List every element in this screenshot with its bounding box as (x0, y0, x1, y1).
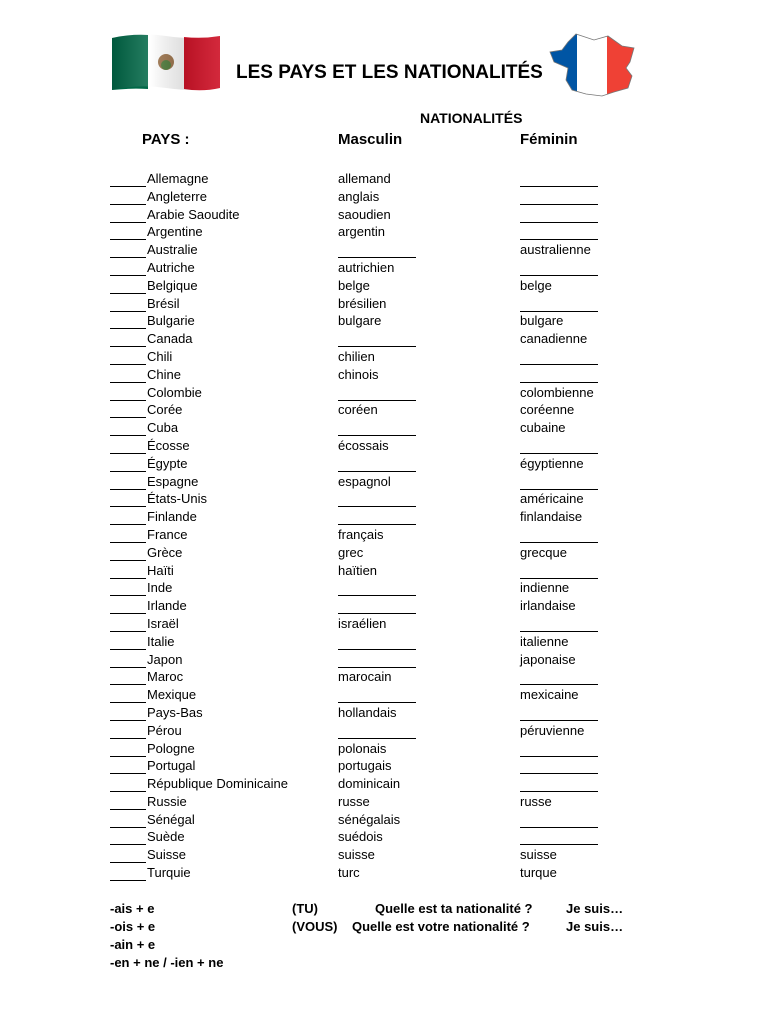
country-name: Mexique (147, 687, 197, 703)
country-name: Argentine (147, 224, 203, 240)
table-row (0, 490, 768, 508)
masculin-cell: espagnol (338, 473, 391, 489)
country-name: Japon (147, 651, 183, 667)
feminin-cell: australienne (520, 242, 591, 258)
country-cell (110, 188, 207, 205)
answer-line[interactable] (338, 494, 416, 507)
masculin-blank[interactable] (338, 384, 416, 401)
article-blank[interactable] (110, 832, 146, 845)
country-cell (110, 295, 180, 312)
tu-pronoun: (TU) (292, 901, 318, 916)
footer-row (0, 900, 768, 918)
country-name: Arabie Saoudite (147, 206, 240, 222)
article-blank[interactable] (110, 245, 146, 258)
masculin-blank[interactable] (338, 508, 416, 525)
article-blank[interactable] (110, 530, 146, 543)
masculin-blank[interactable] (338, 241, 416, 258)
article-blank[interactable] (110, 566, 146, 579)
table-row (0, 508, 768, 526)
country-name: Allemagne (147, 171, 209, 186)
country-name: Inde (147, 580, 173, 596)
feminin-cell: finlandaise (520, 509, 583, 525)
country-cell (110, 864, 191, 881)
answer-line[interactable] (520, 779, 598, 792)
table-row (0, 579, 768, 597)
tu-answer: Je suis… (566, 901, 624, 916)
masculin-cell: bulgare (338, 313, 382, 329)
masculin-blank[interactable] (338, 330, 416, 347)
masculin-cell: brésilien (338, 295, 387, 311)
answer-line[interactable] (338, 690, 416, 703)
country-cell (110, 366, 181, 383)
table-row (0, 811, 768, 829)
table-row (0, 526, 768, 544)
answer-line[interactable] (338, 583, 416, 596)
answer-line[interactable] (520, 299, 598, 312)
feminin-blank[interactable] (520, 473, 598, 490)
country-name: Corée (147, 402, 183, 418)
article-blank[interactable] (110, 192, 146, 205)
country-cell (110, 277, 198, 294)
country-cell (110, 206, 240, 223)
table-row (0, 722, 768, 740)
vous-question: Quelle est votre nationalité ? (352, 919, 530, 934)
article-blank[interactable] (110, 459, 146, 472)
table-row (0, 757, 768, 775)
article-blank[interactable] (110, 227, 146, 240)
footer-row (0, 954, 768, 972)
country-name: Écosse (147, 437, 190, 453)
country-name: Canada (147, 331, 193, 347)
feminin-blank[interactable] (520, 259, 598, 276)
article-blank[interactable] (110, 370, 146, 383)
table-row (0, 562, 768, 580)
suffix-rule: -en + ne / -ien + ne (110, 955, 224, 970)
country-cell (110, 384, 202, 401)
table-row (0, 437, 768, 455)
feminin-blank[interactable] (520, 668, 598, 685)
feminin-blank[interactable] (520, 206, 598, 223)
country-cell (110, 544, 182, 561)
feminin-blank[interactable] (520, 366, 598, 383)
masculin-cell: autrichien (338, 259, 395, 275)
country-cell (110, 401, 182, 418)
country-name: Italie (147, 633, 175, 649)
table-row (0, 615, 768, 633)
article-blank[interactable] (110, 726, 146, 739)
table-row (0, 597, 768, 615)
mexico-flag-icon (110, 32, 222, 92)
article-blank[interactable] (110, 512, 146, 525)
masculin-blank[interactable] (338, 490, 416, 507)
feminin-blank[interactable] (520, 811, 598, 828)
table-row (0, 277, 768, 295)
masculin-blank[interactable] (338, 597, 416, 614)
masculin-cell: polonais (338, 740, 387, 756)
article-blank[interactable] (110, 583, 146, 596)
masculin-header: Masculin (338, 131, 403, 148)
country-name: Égypte (147, 455, 188, 471)
country-name: Sénégal (147, 811, 195, 827)
masculin-cell: chinois (338, 366, 379, 382)
country-name: Brésil (147, 295, 180, 311)
answer-line[interactable] (338, 245, 416, 258)
table-row (0, 455, 768, 473)
masculin-cell: chilien (338, 348, 375, 364)
answer-line[interactable] (338, 655, 416, 668)
article-blank[interactable] (110, 388, 146, 401)
article-blank[interactable] (110, 779, 146, 792)
article-blank[interactable] (110, 761, 146, 774)
masculin-blank[interactable] (338, 455, 416, 472)
article-blank[interactable] (110, 477, 146, 490)
country-cell (110, 811, 195, 828)
country-cell (110, 775, 288, 792)
table-row (0, 740, 768, 758)
article-blank[interactable] (110, 405, 146, 418)
france-map-flag-icon (546, 32, 638, 98)
article-blank[interactable] (110, 423, 146, 436)
country-name: Pays-Bas (147, 704, 203, 720)
table-row (0, 223, 768, 241)
country-cell (110, 704, 203, 721)
article-blank[interactable] (110, 352, 146, 365)
feminin-cell: japonaise (520, 651, 576, 667)
country-name: Espagne (147, 473, 199, 489)
answer-line[interactable] (338, 637, 416, 650)
country-name: Suède (147, 829, 185, 845)
country-cell (110, 330, 193, 347)
answer-line[interactable] (338, 459, 416, 472)
masculin-blank[interactable] (338, 651, 416, 668)
suffix-rule: -ain + e (110, 937, 156, 952)
article-blank[interactable] (110, 210, 146, 223)
article-blank[interactable] (110, 815, 146, 828)
masculin-blank[interactable] (338, 686, 416, 703)
feminin-cell: égyptienne (520, 455, 584, 471)
country-cell (110, 259, 195, 276)
country-cell (110, 597, 187, 614)
page-title: LES PAYS ET LES NATIONALITÉS (236, 62, 543, 83)
article-blank[interactable] (110, 316, 146, 329)
table-row (0, 366, 768, 384)
feminin-blank[interactable] (520, 295, 598, 312)
article-blank[interactable] (110, 850, 146, 863)
country-cell (110, 846, 186, 863)
country-cell (110, 508, 197, 525)
table-row (0, 188, 768, 206)
feminin-cell: canadienne (520, 331, 588, 347)
masculin-cell: hollandais (338, 704, 397, 720)
feminin-cell: suisse (520, 847, 557, 863)
masculin-cell: marocain (338, 669, 392, 685)
country-name: République Dominicaine (147, 776, 288, 792)
article-blank[interactable] (110, 797, 146, 810)
answer-line[interactable] (520, 619, 598, 632)
table-row (0, 775, 768, 793)
answer-line[interactable] (520, 441, 598, 454)
answer-line[interactable] (520, 227, 598, 240)
feminin-cell: belge (520, 277, 552, 293)
country-name: France (147, 526, 188, 542)
suffix-rule: -ais + e (110, 901, 155, 916)
feminin-blank[interactable] (520, 775, 598, 792)
feminin-blank[interactable] (520, 828, 598, 845)
country-cell (110, 793, 187, 810)
country-name: Turquie (147, 865, 191, 881)
table-row (0, 828, 768, 846)
country-cell (110, 686, 196, 703)
country-cell (110, 615, 179, 632)
answer-line[interactable] (520, 566, 598, 579)
feminin-blank[interactable] (520, 223, 598, 240)
feminin-cell: grecque (520, 544, 567, 560)
masculin-cell: argentin (338, 224, 385, 240)
answer-line[interactable] (338, 512, 416, 525)
country-cell (110, 312, 195, 329)
country-cell (110, 223, 203, 240)
country-cell (110, 473, 198, 490)
masculin-cell: écossais (338, 437, 389, 453)
answer-line[interactable] (338, 423, 416, 436)
country-name: Pologne (147, 740, 195, 756)
masculin-cell: anglais (338, 188, 380, 204)
table-row (0, 793, 768, 811)
country-name: Colombie (147, 384, 202, 400)
table-row (0, 170, 768, 188)
article-blank[interactable] (110, 637, 146, 650)
article-blank[interactable] (110, 174, 146, 187)
country-name: Pérou (147, 722, 182, 738)
article-blank[interactable] (110, 619, 146, 632)
country-name: Grèce (147, 544, 183, 560)
table-row (0, 668, 768, 686)
pays-header: PAYS : (142, 131, 190, 148)
footer-row (0, 918, 768, 936)
country-cell (110, 579, 172, 596)
table-row (0, 544, 768, 562)
table-row (0, 384, 768, 402)
answer-line[interactable] (520, 672, 598, 685)
answer-line[interactable] (520, 192, 598, 205)
country-cell (110, 562, 174, 579)
table-row (0, 846, 768, 864)
article-blank[interactable] (110, 548, 146, 561)
masculin-blank[interactable] (338, 419, 416, 436)
country-cell (110, 828, 185, 845)
suffix-rule: -ois + e (110, 919, 156, 934)
feminin-cell: indienne (520, 580, 570, 596)
country-name: Suisse (147, 847, 187, 863)
answer-line[interactable] (520, 352, 598, 365)
country-cell (110, 437, 190, 454)
vous-pronoun: (VOUS) (292, 919, 338, 934)
country-cell (110, 722, 182, 739)
article-blank[interactable] (110, 690, 146, 703)
answer-line[interactable] (520, 832, 598, 845)
tu-question: Quelle est ta nationalité ? (375, 901, 533, 916)
answer-line[interactable] (338, 726, 416, 739)
feminin-blank[interactable] (520, 562, 598, 579)
country-cell (110, 170, 208, 187)
masculin-cell: suisse (338, 847, 375, 863)
feminin-cell: coréenne (520, 402, 575, 418)
table-row (0, 686, 768, 704)
nationalites-header: NATIONALITÉS (420, 110, 523, 126)
table-row (0, 259, 768, 277)
masculin-blank[interactable] (338, 633, 416, 650)
country-name: Haïti (147, 562, 174, 578)
feminin-blank[interactable] (520, 740, 598, 757)
article-blank[interactable] (110, 655, 146, 668)
country-cell (110, 740, 195, 757)
country-cell (110, 526, 187, 543)
feminin-blank[interactable] (520, 757, 598, 774)
vous-answer: Je suis… (566, 919, 624, 934)
feminin-blank[interactable] (520, 526, 598, 543)
table-row (0, 348, 768, 366)
country-name: Autriche (147, 259, 195, 275)
answer-line[interactable] (338, 388, 416, 401)
article-blank[interactable] (110, 601, 146, 614)
country-name: Chine (147, 366, 181, 382)
answer-line[interactable] (520, 174, 598, 187)
answer-line[interactable] (520, 761, 598, 774)
country-cell (110, 633, 174, 650)
table-row (0, 312, 768, 330)
table-row (0, 473, 768, 491)
feminin-cell: colombienne (520, 384, 594, 400)
masculin-cell: israélien (338, 615, 387, 631)
table-row (0, 295, 768, 313)
country-name: Bulgarie (147, 313, 195, 329)
feminin-header: Féminin (520, 131, 578, 148)
country-name: Finlande (147, 509, 197, 525)
country-name: Russie (147, 793, 187, 809)
table-row (0, 330, 768, 348)
answer-line[interactable] (520, 210, 598, 223)
answer-line[interactable] (520, 370, 598, 383)
masculin-blank[interactable] (338, 579, 416, 596)
country-name: États-Unis (147, 491, 207, 507)
feminin-cell: péruvienne (520, 722, 585, 738)
article-blank[interactable] (110, 299, 146, 312)
masculin-cell: dominicain (338, 776, 401, 792)
country-name: Australie (147, 242, 198, 258)
article-blank[interactable] (110, 441, 146, 454)
country-cell (110, 757, 195, 774)
masculin-cell: haïtien (338, 562, 378, 578)
answer-line[interactable] (338, 601, 416, 614)
country-name: Portugal (147, 758, 196, 774)
feminin-blank[interactable] (520, 188, 598, 205)
masculin-cell: suédois (338, 829, 383, 845)
feminin-blank[interactable] (520, 437, 598, 454)
masculin-cell: saoudien (338, 206, 391, 222)
country-cell (110, 455, 187, 472)
feminin-blank[interactable] (520, 348, 598, 365)
answer-line[interactable] (520, 744, 598, 757)
country-name: Belgique (147, 277, 198, 293)
footer-row (0, 936, 768, 954)
answer-line[interactable] (520, 477, 598, 490)
country-cell (110, 419, 178, 436)
article-blank[interactable] (110, 263, 146, 276)
feminin-cell: cubaine (520, 420, 566, 436)
article-blank[interactable] (110, 744, 146, 757)
masculin-cell: grec (338, 544, 364, 560)
masculin-cell: coréen (338, 402, 378, 418)
country-name: Angleterre (147, 188, 207, 204)
table-row (0, 419, 768, 437)
article-blank[interactable] (110, 281, 146, 294)
country-cell (110, 490, 207, 507)
table-row (0, 206, 768, 224)
country-name: Israël (147, 615, 179, 631)
article-blank[interactable] (110, 334, 146, 347)
country-cell (110, 651, 182, 668)
table-row (0, 651, 768, 669)
feminin-cell: bulgare (520, 313, 564, 329)
country-cell (110, 241, 198, 258)
feminin-cell: irlandaise (520, 598, 576, 614)
masculin-blank[interactable] (338, 722, 416, 739)
masculin-cell: sénégalais (338, 811, 401, 827)
article-blank[interactable] (110, 868, 146, 881)
footer-rules (0, 900, 768, 972)
article-blank[interactable] (110, 672, 146, 685)
table-row (0, 633, 768, 651)
answer-line[interactable] (520, 708, 598, 721)
table-row (0, 864, 768, 882)
masculin-cell: belge (338, 277, 370, 293)
answer-line[interactable] (520, 263, 598, 276)
feminin-cell: américaine (520, 491, 584, 507)
feminin-cell: turque (520, 865, 557, 881)
feminin-cell: russe (520, 793, 552, 809)
masculin-cell: portugais (338, 758, 392, 774)
feminin-blank[interactable] (520, 704, 598, 721)
country-name: Maroc (147, 669, 184, 685)
masculin-cell: allemand (338, 171, 391, 186)
masculin-cell: russe (338, 793, 370, 809)
answer-line[interactable] (520, 815, 598, 828)
country-list (0, 170, 768, 882)
article-blank[interactable] (110, 708, 146, 721)
country-cell (110, 348, 172, 365)
table-row (0, 241, 768, 259)
answer-line[interactable] (338, 334, 416, 347)
table-row (0, 401, 768, 419)
feminin-blank[interactable] (520, 170, 598, 187)
article-blank[interactable] (110, 494, 146, 507)
feminin-cell: mexicaine (520, 687, 579, 703)
country-name: Chili (147, 348, 173, 364)
feminin-blank[interactable] (520, 615, 598, 632)
feminin-cell: italienne (520, 633, 569, 649)
table-row (0, 704, 768, 722)
answer-line[interactable] (520, 530, 598, 543)
country-name: Cuba (147, 420, 179, 436)
country-name: Irlande (147, 598, 187, 614)
country-cell (110, 668, 183, 685)
masculin-cell: français (338, 526, 384, 542)
masculin-cell: turc (338, 865, 360, 881)
